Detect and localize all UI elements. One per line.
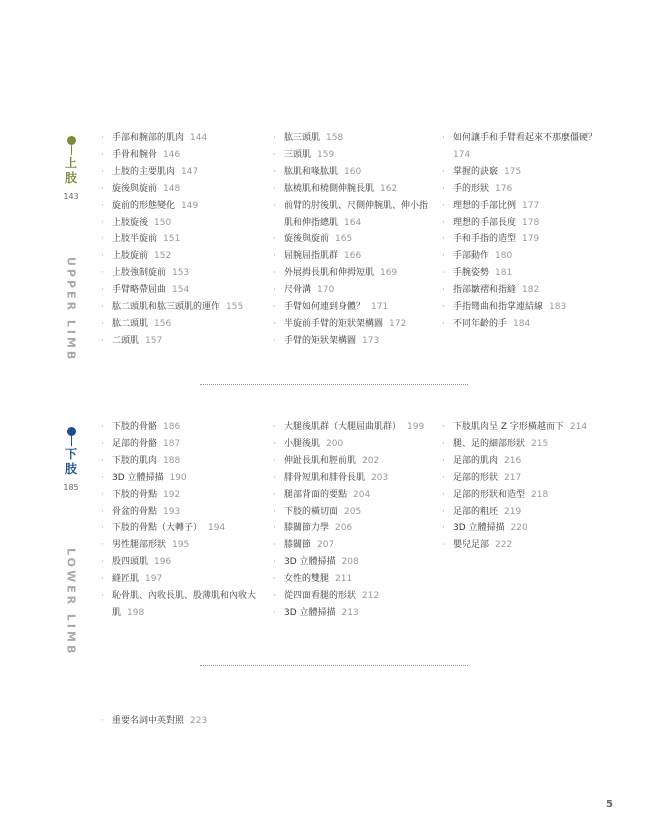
section-page: 185 [63,483,79,492]
toc-entry[interactable] [442,436,587,453]
toc-entry-page: 217 [504,472,522,483]
toc-entry-title: 肱肌和喙肱肌 [284,166,339,177]
toc-column [442,130,603,333]
toc-entry-page: 218 [531,489,549,500]
toc-entry-title: 手骨和腕骨 [112,149,158,160]
toc-entry[interactable] [442,181,603,198]
toc-entry-page: 195 [172,540,190,551]
toc-entry[interactable] [442,470,587,487]
toc-entry-title: 手臂如何連到身體？ [284,302,366,313]
toc-entry-page: 147 [181,166,199,177]
toc-entry-title: 手和手指的造型 [453,234,517,245]
toc-entry-title: 外展拇長肌和伸拇短肌 [284,268,375,279]
toc-entry-page: 188 [163,455,181,466]
toc-entry[interactable] [442,453,587,470]
toc-entry-page: 164 [344,217,362,228]
toc-column [273,130,434,350]
section-line [71,145,72,155]
toc-entry-page: 219 [504,506,522,517]
toc-entry-page: 156 [154,318,172,329]
toc-entry[interactable] [273,248,434,265]
toc-entry-title: 理想的手部長度 [453,217,517,228]
toc-entry[interactable] [442,282,603,299]
toc-entry-title: 手臂的矩狀架構圖 [284,335,357,346]
toc-entry[interactable] [101,588,262,605]
toc-entry-title: 3D 立體掃描 [284,607,336,618]
toc-column [101,419,262,622]
toc-entry-page: 162 [380,183,398,194]
toc-entry-title: 旋後與旋前 [284,234,330,245]
toc-entry-title: 上肢旋前 [112,251,149,262]
toc-entry[interactable] [273,147,434,164]
section-line [71,436,72,446]
toc-entry-page: 152 [154,251,172,262]
toc-entry-title: 肌和伸指總肌 [284,217,339,228]
toc-entry[interactable] [101,419,262,436]
toc-entry[interactable] [101,130,243,147]
toc-entry[interactable] [101,181,243,198]
toc-entry[interactable] [273,265,434,282]
toc-entry-page: 198 [127,607,145,618]
toc-entry-page: 177 [522,200,540,211]
toc-entry[interactable] [442,537,587,554]
toc-entry[interactable] [442,419,587,436]
toc-column [273,419,424,622]
toc-entry[interactable] [273,605,424,622]
toc-entry-title: 伸趾長肌和脛前肌 [284,455,357,466]
toc-entry-page: 212 [362,591,380,602]
toc-entry[interactable] [442,299,603,316]
section-divider [200,384,468,385]
toc-entry-title: 旋後與旋前 [112,183,158,194]
toc-entry-page: 166 [344,251,362,262]
toc-entry-page: 170 [317,285,335,296]
toc-entry-page: 192 [163,489,181,500]
toc-entry-title: 縫匠肌 [112,574,140,585]
toc-entry[interactable] [442,130,603,147]
toc-entry-glossary[interactable] [101,713,207,730]
toc-entry[interactable] [101,215,243,232]
toc-entry-title: 嬰兒足部 [453,540,490,551]
toc-entry-title: 男性腿部形狀 [112,540,167,551]
toc-entry-title: 下肢的骨骼 [112,422,158,432]
toc-entry-page: 213 [341,607,359,618]
toc-entry-title: 足部的形狀和造型 [453,489,526,500]
toc-entry[interactable] [442,520,587,537]
toc-entry[interactable] [442,198,603,215]
toc-entry[interactable] [273,588,424,605]
toc-entry-title: 手的形狀 [453,183,490,194]
section-english-title: LOWER LIMB [64,548,78,657]
toc-entry[interactable] [273,419,424,436]
toc-entry-title: 膝關節力學 [284,523,330,534]
toc-entry-title: 半旋前手臂的矩狀架構圖 [284,318,384,329]
toc-entry[interactable] [101,487,262,504]
toc-entry-title: 足部的粗坯 [453,506,499,517]
toc-entry[interactable] [101,147,243,164]
toc-entry-page: 183 [549,302,567,313]
page-number: 5 [606,799,613,810]
section-upper-limb-marker [61,136,81,362]
glossary-entry-list [101,713,207,730]
toc-entry[interactable] [101,164,243,181]
toc-entry[interactable] [101,605,262,622]
toc-entry-page: 202 [362,455,380,466]
toc-entry-title: 肱二頭肌 [112,318,149,329]
toc-entry-title: 從四面看腿的形狀 [284,591,357,602]
toc-entry-title: 旋前的形態變化 [112,200,176,211]
section-title: 上肢 [64,156,77,185]
toc-entry-title: 二頭肌 [112,335,140,346]
toc-entry-page: 222 [495,540,513,551]
toc-entry-title: 足部的肌肉 [453,455,499,466]
toc-column [101,130,243,350]
toc-entry[interactable] [442,265,603,282]
toc-entry[interactable] [101,520,262,537]
toc-entry[interactable] [273,299,434,316]
toc-entry[interactable] [273,537,424,554]
toc-entry-page: 153 [172,268,190,279]
toc-entry[interactable] [101,333,243,350]
toc-entry-page: 205 [344,506,362,517]
toc-entry-page: 174 [453,149,471,160]
toc-entry-page: 180 [495,251,513,262]
toc-entry-title: 女性的雙腿 [284,574,330,585]
toc-entry-title: 上肢強制旋前 [112,268,167,279]
toc-entry-page: 196 [154,557,172,568]
toc-entry-page: 160 [344,166,362,177]
toc-entry-title: 三頭肌 [284,149,312,160]
toc-entry-page: 154 [172,285,190,296]
toc-entry-page: 186 [163,422,181,432]
toc-entry[interactable] [442,231,603,248]
toc-entry[interactable] [101,436,262,453]
toc-entry-title: 手腕姿勢 [453,268,490,279]
toc-entry[interactable] [273,453,424,470]
toc-entry[interactable] [273,231,434,248]
toc-entry-title: 恥骨肌、內收長肌、股薄肌和內收大 [112,591,257,602]
toc-entry[interactable] [442,147,603,164]
toc-entry-title: 前臂的肘後肌、尺側伸腕肌、伸小指 [284,200,429,211]
toc-entry-page: 206 [335,523,353,534]
toc-entry-page: 172 [389,318,407,329]
toc-entry-page: 208 [341,557,359,568]
toc-entry-title: 重要名詞中英對照 [112,716,185,726]
toc-entry-title: 下肢的肌肉 [112,455,158,466]
toc-entry[interactable] [442,164,603,181]
toc-entry[interactable] [273,164,434,181]
toc-entry-title: 上肢的主要肌肉 [112,166,176,177]
toc-entry-page: 216 [504,455,522,466]
toc-entry-page: 157 [145,335,163,346]
toc-entry-title: 手指彎曲和指掌連結線 [453,302,544,313]
toc-entry[interactable] [273,520,424,537]
toc-entry-title: 手部動作 [453,251,490,262]
toc-entry-title: 下肢肌肉呈 Z 字形橫越而下 [453,422,564,432]
toc-entry-page: 199 [407,422,425,432]
toc-entry-page: 169 [380,268,398,279]
toc-entry-title: 膝關節 [284,540,312,551]
toc-entry[interactable] [101,248,243,265]
toc-entry[interactable] [273,333,434,350]
section-english-title: UPPER LIMB [64,257,78,363]
toc-entry-page: 193 [163,506,181,517]
toc-entry-title: 下肢的橫切面 [284,506,339,517]
toc-entry-page: 184 [513,318,531,329]
toc-entry-title: 足部的形狀 [453,472,499,483]
toc-entry[interactable] [273,571,424,588]
toc-entry-page: 220 [510,523,528,534]
toc-entry-page: 171 [371,302,389,313]
toc-entry-page: 187 [163,438,181,449]
toc-entry[interactable] [273,215,434,232]
toc-entry-title: 手臂略帶屈曲 [112,285,167,296]
toc-entry-page: 146 [163,149,181,160]
toc-entry-title: 掌握的訣竅 [453,166,499,177]
toc-entry-page: 173 [362,335,380,346]
toc-entry-page: 182 [522,285,540,296]
toc-column [442,419,587,554]
toc-entry[interactable] [273,487,424,504]
toc-entry-page: 179 [522,234,540,245]
toc-entry-title: 3D 立體掃描 [112,472,164,483]
section-page: 143 [63,192,79,201]
toc-entry[interactable] [101,504,262,521]
toc-entry-page: 175 [504,166,522,177]
toc-entry-page: 149 [181,200,199,211]
toc-entry[interactable] [101,470,262,487]
toc-entry-title: 下肢的骨點（大轉子） [112,523,203,534]
toc-entry[interactable] [101,537,262,554]
toc-entry-page: 214 [569,422,588,432]
toc-entry-page: 190 [169,472,187,483]
toc-entry-title: 上肢半旋前 [112,234,158,245]
toc-entry-title: 手部和腕部的肌肉 [112,133,185,143]
toc-entry-title: 尺骨溝 [284,285,312,296]
toc-entry-title: 下肢的骨點 [112,489,158,500]
toc-entry-title: 如何讓手和手臂看起來不那麼僵硬？ [453,133,598,143]
toc-entry[interactable] [101,265,243,282]
toc-entry[interactable] [442,487,587,504]
toc-entry-title: 小腿後肌 [284,438,321,449]
toc-entry-title: 骨盆的骨點 [112,506,158,517]
toc-entry[interactable] [101,316,243,333]
toc-entry-page: 197 [145,574,163,585]
toc-entry-title: 肱二頭肌和肱三頭肌的運作 [112,302,221,313]
toc-entry-title: 上肢旋後 [112,217,149,228]
toc-entry-title: 指部皺褶和指縫 [453,285,517,296]
toc-entry[interactable] [273,181,434,198]
toc-entry-title: 不同年齡的手 [453,318,508,329]
toc-entry[interactable] [273,316,434,333]
toc-entry[interactable] [101,299,243,316]
toc-entry-title: 腿、足的細部形狀 [453,438,526,449]
section-dot-icon [67,136,76,145]
toc-entry-title: 3D 立體掃描 [453,523,505,534]
toc-entry[interactable] [273,470,424,487]
toc-entry-title: 3D 立體掃描 [284,557,336,568]
toc-entry[interactable] [273,130,434,147]
toc-entry-page: 194 [208,523,226,534]
toc-entry[interactable] [273,198,434,215]
toc-entry-page: 207 [317,540,335,551]
toc-entry-page: 176 [495,183,513,194]
toc-entry-page: 155 [226,302,244,313]
toc-entry[interactable] [273,504,424,521]
toc-entry-title: 腿部背面的要點 [284,489,348,500]
toc-entry-page: 211 [335,574,353,585]
toc-entry[interactable] [101,231,243,248]
toc-entry-title: 理想的手部比例 [453,200,517,211]
toc-entry-page: 165 [335,234,353,245]
toc-entry-page: 204 [353,489,371,500]
toc-entry[interactable] [101,571,262,588]
toc-entry[interactable] [442,215,603,232]
section-divider [200,665,468,666]
toc-entry-title: 肱三頭肌 [284,133,321,143]
toc-entry-title: 肌 [112,607,122,618]
toc-entry[interactable] [273,436,424,453]
toc-entry-page: 178 [522,217,540,228]
toc-entry-page: 203 [371,472,389,483]
toc-entry-page: 151 [163,234,181,245]
toc-entry-page: 144 [190,133,208,143]
toc-entry[interactable] [101,453,262,470]
section-dot-icon [67,427,76,436]
toc-entry-page: 181 [495,268,513,279]
toc-entry-title: 足部的骨骼 [112,438,158,449]
toc-entry-page: 159 [317,149,335,160]
toc-entry[interactable] [101,554,262,571]
toc-entry-page: 215 [531,438,549,449]
toc-entry[interactable] [442,504,587,521]
toc-entry[interactable] [101,282,243,299]
toc-entry-title: 肱橈肌和橈側伸腕長肌 [284,183,375,194]
toc-entry-page: 148 [163,183,181,194]
toc-entry[interactable] [442,248,603,265]
toc-entry-title: 腓骨短肌和腓骨長肌 [284,472,366,483]
toc-entry[interactable] [273,554,424,571]
toc-entry-title: 屈腕屈指肌群 [284,251,339,262]
toc-entry[interactable] [442,316,603,333]
toc-entry[interactable] [273,282,434,299]
section-title: 下肢 [64,447,77,476]
toc-entry-page: 158 [326,133,344,143]
toc-entry-page: 150 [154,217,172,228]
toc-entry-page: 200 [326,438,344,449]
toc-entry-page: 223 [190,716,208,726]
toc-entry-title: 股四頭肌 [112,557,149,568]
section-lower-limb-marker [61,427,81,656]
toc-entry-title: 大腿後肌群（大腿屈曲肌群） [284,422,402,432]
toc-entry[interactable] [101,198,243,215]
